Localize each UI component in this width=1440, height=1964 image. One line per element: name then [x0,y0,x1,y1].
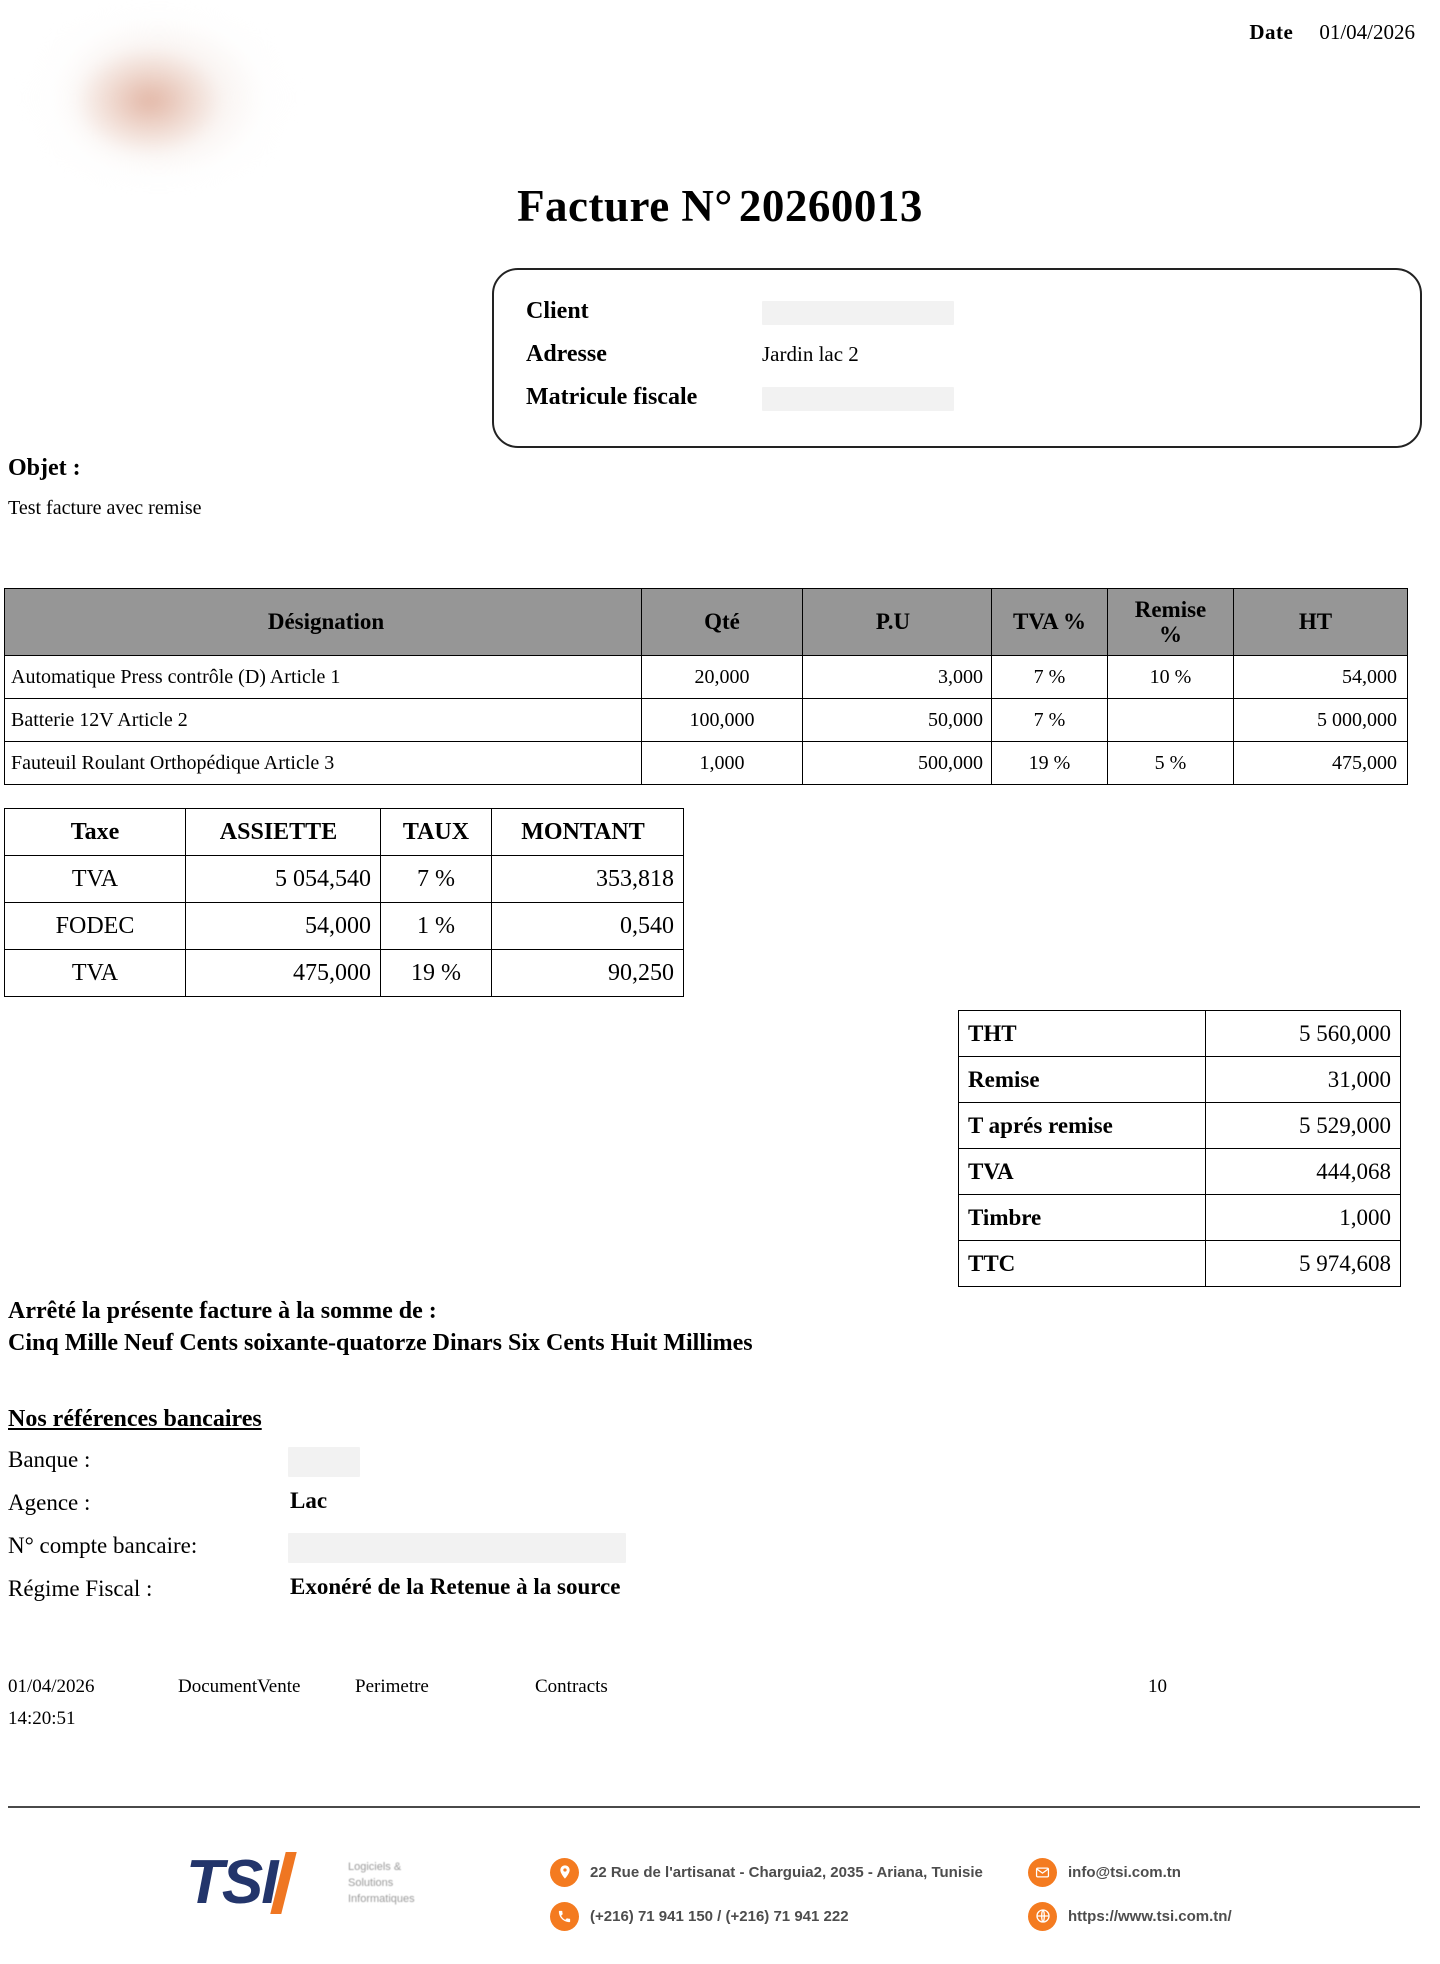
cell-taux: 7 % [381,856,492,903]
tsi-tagline-line2: Solutions [348,1876,394,1889]
matricule-fiscale-label: Matricule fiscale [526,384,698,410]
bank-references-title: Nos références bancaires [8,1406,262,1432]
matricule-value-redacted [762,387,954,411]
cell-pu: 500,000 [803,742,992,785]
page-title [0,180,1440,232]
table-row [5,856,684,903]
footer-phone [550,1894,983,1938]
table-row [5,950,684,997]
column-header-remise-line1: Remise [1134,596,1207,622]
company-logo-redacted [10,10,340,185]
cell-pu: 3,000 [803,656,992,699]
total-value-tva: 444,068 [1206,1149,1401,1195]
compte-bancaire-label: N° compte bancaire: [8,1533,198,1558]
meta-date: 01/04/2026 [8,1676,95,1697]
compte-bancaire-value [288,1533,626,1563]
date-label: Date [1249,20,1294,44]
client-info-box [492,268,1422,448]
envelope-icon [1028,1858,1057,1887]
banque-value [288,1447,360,1477]
meta-perimetre: Perimetre [355,1676,429,1697]
banque-value-redacted [288,1447,360,1477]
cell-taxe: FODEC [5,903,186,950]
tsi-logo [186,1848,415,1932]
total-label-remise: Remise [959,1057,1206,1103]
column-header-qte: Qté [642,589,803,656]
cell-qte: 100,000 [642,699,803,742]
footer-divider [8,1806,1420,1808]
cell-tva: 19 % [992,742,1108,785]
compte-value-redacted [288,1533,626,1563]
table-row [959,1057,1401,1103]
column-header-taxe: Taxe [5,809,186,856]
total-value-apres-remise: 5 529,000 [1206,1103,1401,1149]
objet-label: Objet : [8,455,81,481]
date-value: 01/04/2026 [1319,20,1415,44]
cell-designation: Fauteuil Roulant Orthopédique Article 3 [5,742,642,785]
table-row [5,656,1408,699]
tsi-tagline-line3: Informatiques [348,1892,415,1905]
meta-document: DocumentVente [178,1676,301,1697]
invoice-number: 20260013 [738,181,923,231]
cell-montant: 90,250 [492,950,684,997]
cell-remise [1108,699,1234,742]
column-header-tva: TVA % [992,589,1108,656]
total-label-apres-remise: T aprés remise [959,1103,1206,1149]
document-date [1249,20,1415,45]
cell-ht: 475,000 [1234,742,1408,785]
phone-icon [550,1902,579,1931]
totals-table [958,1010,1401,1287]
agence-label: Agence : [8,1490,91,1515]
total-value-ttc: 5 974,608 [1206,1241,1401,1287]
cell-tva: 7 % [992,656,1108,699]
table-row [959,1011,1401,1057]
meta-time: 14:20:51 [8,1708,76,1729]
matricule-fiscale-value [762,385,954,411]
page-footer [0,1830,1440,1964]
tax-breakdown-table [4,808,684,997]
invoice-items-table [4,588,1408,785]
adresse-label: Adresse [526,341,607,367]
tsi-logo-text: TSI [186,1848,277,1917]
total-value-remise: 31,000 [1206,1057,1401,1103]
column-header-taux: TAUX [381,809,492,856]
footer-address-text: 22 Rue de l'artisanat - Charguia2, 2035 - Ariana, Tunisie [590,1863,983,1881]
banque-label: Banque : [8,1447,91,1472]
footer-address [550,1850,983,1894]
tsi-tagline-line1: Logiciels & [348,1861,402,1873]
cell-remise: 10 % [1108,656,1234,699]
cell-qte: 20,000 [642,656,803,699]
regime-fiscal-value: Exonéré de la Retenue à la source [290,1574,621,1599]
cell-designation: Automatique Press contrôle (D) Article 1 [5,656,642,699]
cell-tva: 7 % [992,699,1108,742]
cell-taux: 19 % [381,950,492,997]
footer-email[interactable] [1028,1850,1232,1894]
column-header-ht: HT [1234,589,1408,656]
table-row [5,903,684,950]
total-label-tht: THT [959,1011,1206,1057]
total-value-timbre: 1,000 [1206,1195,1401,1241]
table-row [959,1241,1401,1287]
cell-assiette: 54,000 [186,903,381,950]
meta-contracts: Contracts [535,1676,608,1697]
cell-qte: 1,000 [642,742,803,785]
column-header-remise-line2: % [1159,622,1182,647]
table-row [959,1103,1401,1149]
column-header-pu: P.U [803,589,992,656]
client-value [762,299,954,325]
location-pin-icon [550,1858,579,1887]
column-header-assiette: ASSIETTE [186,809,381,856]
cell-taxe: TVA [5,950,186,997]
amount-in-words-line1: Arrêté la présente facture à la somme de : [8,1298,437,1324]
adresse-value: Jardin lac 2 [762,342,859,366]
amount-in-words-line2: Cinq Mille Neuf Cents soixante-quatorze Dinars Six Cents Huit Millimes [8,1329,753,1356]
cell-assiette: 5 054,540 [186,856,381,903]
cell-ht: 54,000 [1234,656,1408,699]
tax-header-row [5,809,684,856]
footer-email-text: info@tsi.com.tn [1068,1863,1181,1881]
objet-text: Test facture avec remise [8,497,202,519]
cell-ht: 5 000,000 [1234,699,1408,742]
amount-in-words [8,1296,753,1360]
footer-phone-text: (+216) 71 941 150 / (+216) 71 941 222 [590,1907,849,1925]
table-row [959,1195,1401,1241]
invoice-title-prefix: Facture N° [517,181,733,231]
total-label-timbre: Timbre [959,1195,1206,1241]
footer-contact-left [550,1850,983,1938]
total-label-ttc: TTC [959,1241,1206,1287]
globe-icon [1028,1902,1057,1931]
total-value-tht: 5 560,000 [1206,1011,1401,1057]
column-header-remise [1108,589,1234,656]
client-label: Client [526,298,589,324]
agence-value: Lac [290,1488,328,1513]
items-header-row [5,589,1408,656]
regime-fiscal-label: Régime Fiscal : [8,1576,153,1601]
footer-website-text: https://www.tsi.com.tn/ [1068,1907,1232,1925]
client-value-redacted [762,301,954,325]
total-label-tva: TVA [959,1149,1206,1195]
cell-pu: 50,000 [803,699,992,742]
cell-taux: 1 % [381,903,492,950]
footer-website[interactable] [1028,1894,1232,1938]
cell-assiette: 475,000 [186,950,381,997]
meta-page-number: 10 [1148,1676,1167,1697]
cell-remise: 5 % [1108,742,1234,785]
cell-taxe: TVA [5,856,186,903]
column-header-montant: MONTANT [492,809,684,856]
cell-montant: 0,540 [492,903,684,950]
cell-montant: 353,818 [492,856,684,903]
cell-designation: Batterie 12V Article 2 [5,699,642,742]
table-row [5,742,1408,785]
tsi-logo-tagline [348,1860,415,1908]
table-row [959,1149,1401,1195]
footer-contact-right [1028,1850,1232,1938]
table-row [5,699,1408,742]
column-header-designation: Désignation [5,589,642,656]
